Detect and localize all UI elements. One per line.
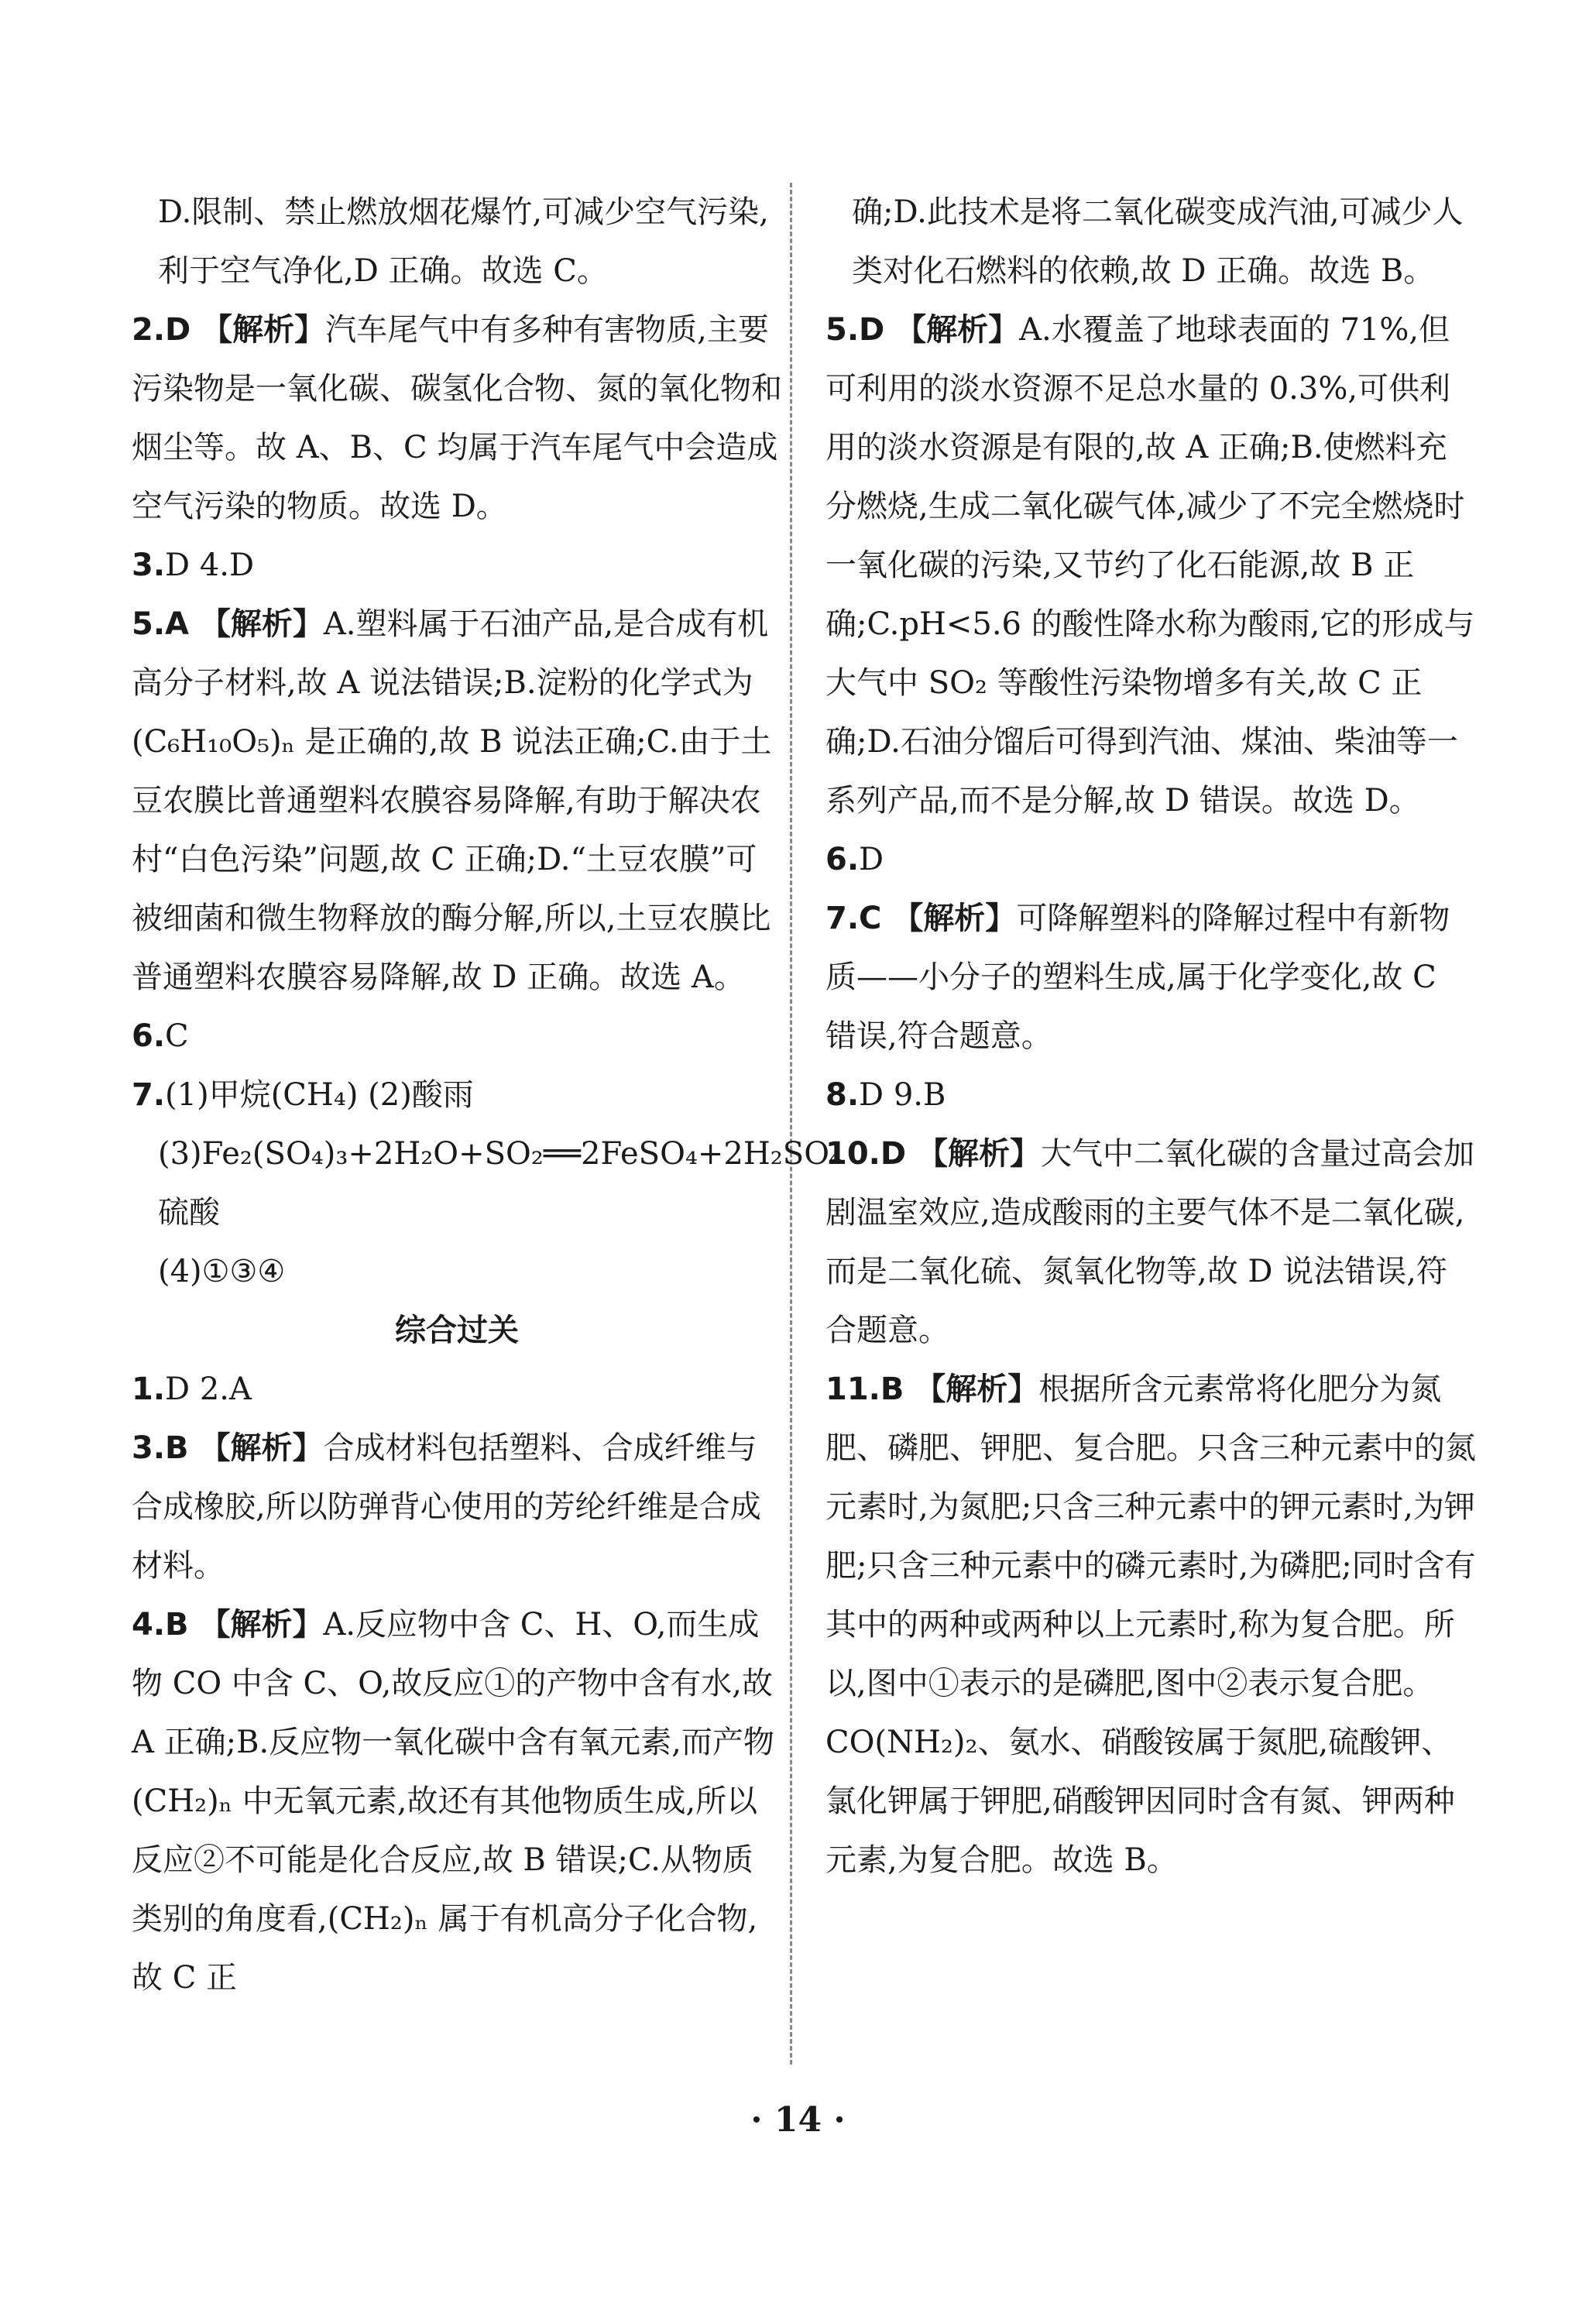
answer-number: 6.: [825, 842, 860, 877]
answer-tag: C 【解析】: [859, 901, 1017, 936]
answer-number: 11.: [825, 1371, 880, 1407]
answer-text: A.塑料属于石油产品,是合成有机高分子材料,故 A 说法错误;B.淀粉的化学式为(C₆H₁₀O₅)ₙ 是正确的,故 B 说法正确;C.由于土豆农膜比普通塑料农膜容易降解,有助于解决农村“白色污染”问题,故 C 正确;D.“土豆农膜”可被细菌和微生物释放的酶分解,所以,土豆农膜比普通塑料农膜容易降解,故 D 正确。故选 A。: [132, 606, 772, 995]
answer-item: [825, 1124, 1476, 1360]
answer-text: (1)甲烷(CH₄) (2)酸雨: [165, 1077, 474, 1113]
answer-tag: A 【解析】: [165, 606, 324, 642]
answer-number: 4.: [132, 1607, 166, 1643]
answer-text: D.限制、禁止燃放烟花爆竹,可减少空气污染,利于空气净化,D 正确。故选 C。: [158, 194, 769, 289]
answer-number: 8.: [825, 1077, 860, 1113]
answer-text: D 9.B: [859, 1077, 946, 1113]
answer-item: [825, 889, 1476, 1066]
answer-text: D: [859, 842, 884, 877]
answer-item: [825, 1360, 1476, 1890]
answer-tag: D 【解析】: [880, 1136, 1041, 1172]
answer-number: 10.: [825, 1136, 880, 1172]
answer-text: 确;D.此技术是将二氧化碳变成汽油,可减少人类对化石燃料的依赖,故 D 正确。故选 B。: [852, 194, 1464, 289]
answer-item: [132, 1124, 843, 1242]
section-heading: 综合过关: [395, 1313, 519, 1348]
answer-item: [132, 1419, 782, 1595]
answer-item: [132, 1242, 782, 1301]
answer-item: [132, 1007, 782, 1066]
answer-tag: B 【解析】: [165, 1607, 324, 1643]
right-column: [825, 183, 1476, 1890]
answer-text: (3)Fe₂(SO₄)₃+2H₂O+SO₂══2FeSO₄+2H₂SO₄ 硫酸: [158, 1136, 843, 1231]
answer-number: 1.: [132, 1371, 166, 1407]
answer-item: [132, 1066, 782, 1124]
answer-number: 7.: [825, 901, 860, 936]
answer-number: 3.: [132, 1430, 166, 1466]
answer-number: 7.: [132, 1077, 166, 1113]
answer-number: 5.: [825, 312, 860, 348]
answer-item: [825, 1066, 1476, 1124]
answer-item: [825, 183, 1476, 300]
answer-number: 5.: [132, 606, 166, 642]
answer-number: 3.: [132, 548, 166, 583]
answer-text: D 2.A: [165, 1371, 252, 1407]
answer-tag: B 【解析】: [165, 1430, 324, 1466]
answer-item: [132, 183, 782, 300]
answer-text: 汽车尾气中有多种有害物质,主要污染物是一氧化碳、碳氢化合物、氮的氧化物和烟尘等。故 A、B、C 均属于汽车尾气中会造成空气污染的物质。故选 D。: [132, 312, 782, 524]
answer-item: [132, 300, 782, 536]
answer-item: [825, 300, 1476, 830]
answer-text: A.水覆盖了地球表面的 71%,但可利用的淡水资源不足总水量的 0.3%,可供利用的淡水资源是有限的,故 A 正确;B.使燃料充分燃烧,生成二氧化碳气体,减少了不完全燃烧时一氧化碳的污染,又节约了化石能源,故 B 正确;C.pH<5.6 的酸性降水称为酸雨,它的形成与大气中 SO₂ 等酸性污染物增多有关,故 C 正确;D.石油分馏后可得到汽油、煤油、柴油等一系列产品,而不是分解,故 D 错误。故选 D。: [825, 312, 1475, 819]
answer-item: [132, 595, 782, 1007]
answer-text: (4)①③④: [158, 1254, 286, 1289]
answer-text: 根据所含元素常将化肥分为氮肥、磷肥、钾肥、复合肥。只含三种元素中的氮元素时,为氮肥;只含三种元素中的钾元素时,为钾肥;只含三种元素中的磷元素时,为磷肥;同时含有其中的两种或两种以上元素时,称为复合肥。所以,图中①表示的是磷肥,图中②表示复合肥。CO(NH₂)₂、氨水、硝酸铵属于氮肥,硫酸钾、氯化钾属于钾肥,硝酸钾因同时含有氮、钾两种元素,为复合肥。故选 B。: [825, 1371, 1476, 1878]
answer-text: C: [165, 1018, 189, 1054]
page-number: · 14 ·: [750, 2100, 846, 2140]
column-divider: [790, 183, 792, 2065]
answer-item: [825, 830, 1476, 889]
answer-text: A.反应物中含 C、H、O,而生成物 CO 中含 C、O,故反应①的产物中含有水,故 A 正确;B.反应物一氧化碳中含有氧元素,而产物(CH₂)ₙ 中无氧元素,故还有其他物质生成,所以反应②不可能是化合反应,故 B 错误;C.从物质类别的角度看,(CH₂)ₙ 属于有机高分子化合物,故 C 正: [132, 1607, 774, 1996]
answer-item: [132, 1360, 782, 1419]
answer-text: 可降解塑料的降解过程中有新物质——小分子的塑料生成,属于化学变化,故 C 错误,符合题意。: [825, 901, 1450, 1054]
answer-tag: B 【解析】: [880, 1371, 1039, 1407]
answer-tag: D 【解析】: [165, 312, 326, 348]
answer-tag: D 【解析】: [859, 312, 1020, 348]
answer-item: [132, 536, 782, 595]
answer-number: 6.: [132, 1018, 166, 1054]
left-column: [132, 183, 843, 2007]
answer-number: 2.: [132, 312, 166, 348]
answer-item: [132, 1595, 782, 2007]
answer-text: 合成材料包括塑料、合成纤维与合成橡胶,所以防弹背心使用的芳纶纤维是合成材料。: [132, 1430, 761, 1584]
answer-text: D 4.D: [165, 548, 255, 583]
answer-text: 大气中二氧化碳的含量过高会加剧温室效应,造成酸雨的主要气体不是二氧化碳,而是二氧化硫、氮氧化物等,故 D 说法错误,符合题意。: [825, 1136, 1474, 1348]
